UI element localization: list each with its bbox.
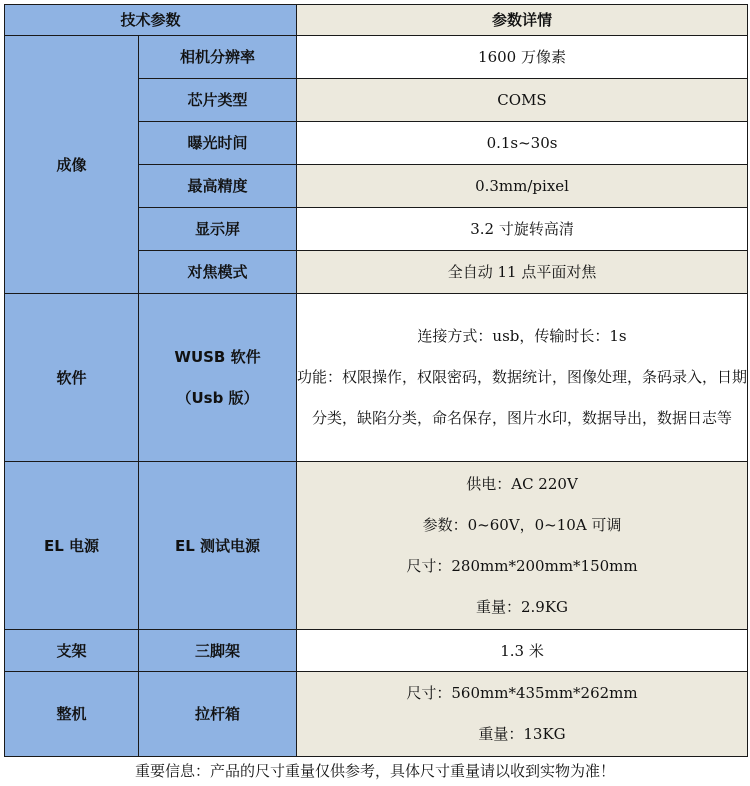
category-imaging: 成像 (5, 36, 139, 294)
header-param-details: 参数详情 (297, 5, 748, 36)
param-value (297, 294, 748, 462)
param-value: 全自动 11 点平面对焦 (297, 251, 748, 294)
software-connection: 连接方式：usb，传输时长：1s (417, 327, 627, 345)
machine-line: 尺寸：560mm*435mm*262mm (406, 684, 638, 702)
param-name: 芯片类型 (139, 79, 297, 122)
param-value: COMS (297, 79, 748, 122)
category-stand: 支架 (5, 630, 139, 672)
category-software: 软件 (5, 294, 139, 462)
param-value (297, 672, 748, 757)
param-value: 3.2 寸旋转高清 (297, 208, 748, 251)
software-name-line2: （Usb 版） (176, 388, 259, 407)
table-row (5, 294, 748, 462)
footer-note: 重要信息：产品的尺寸重量仅供参考，具体尺寸重量请以收到实物为准！ (134, 762, 615, 780)
param-name: 三脚架 (139, 630, 297, 672)
table-header-row (5, 5, 748, 36)
param-value: 0.3mm/pixel (297, 165, 748, 208)
param-value: 1.3 米 (297, 630, 748, 672)
param-name: 对焦模式 (139, 251, 297, 294)
param-name: 最高精度 (139, 165, 297, 208)
el-power-line: 参数：0~60V，0~10A 可调 (422, 515, 622, 534)
table-row (5, 36, 748, 79)
param-name: 拉杆箱 (139, 672, 297, 757)
table-row (5, 630, 748, 672)
el-power-line: 尺寸：280mm*200mm*150mm (406, 556, 638, 575)
software-name-line1: WUSB 软件 (174, 347, 261, 366)
el-power-line: 供电：AC 220V (466, 474, 578, 493)
param-name: EL 测试电源 (139, 462, 297, 630)
machine-line: 重量：13KG (478, 725, 566, 743)
table-row (5, 462, 748, 630)
spec-table (4, 4, 748, 757)
param-value (297, 462, 748, 630)
category-el-power: EL 电源 (5, 462, 139, 630)
header-tech-params: 技术参数 (5, 5, 297, 36)
software-features: 功能：权限操作，权限密码，数据统计，图像处理，条码录入，日期分类，缺陷分类，命名保存，图片水印，数据导出，数据日志等 (297, 368, 748, 427)
table-row (5, 672, 748, 757)
el-power-line: 重量：2.9KG (475, 597, 569, 616)
param-value: 1600 万像素 (297, 36, 748, 79)
category-machine: 整机 (5, 672, 139, 757)
param-name: 曝光时间 (139, 122, 297, 165)
param-name: 相机分辨率 (139, 36, 297, 79)
param-value: 0.1s~30s (297, 122, 748, 165)
param-name: 显示屏 (139, 208, 297, 251)
param-name (139, 294, 297, 462)
